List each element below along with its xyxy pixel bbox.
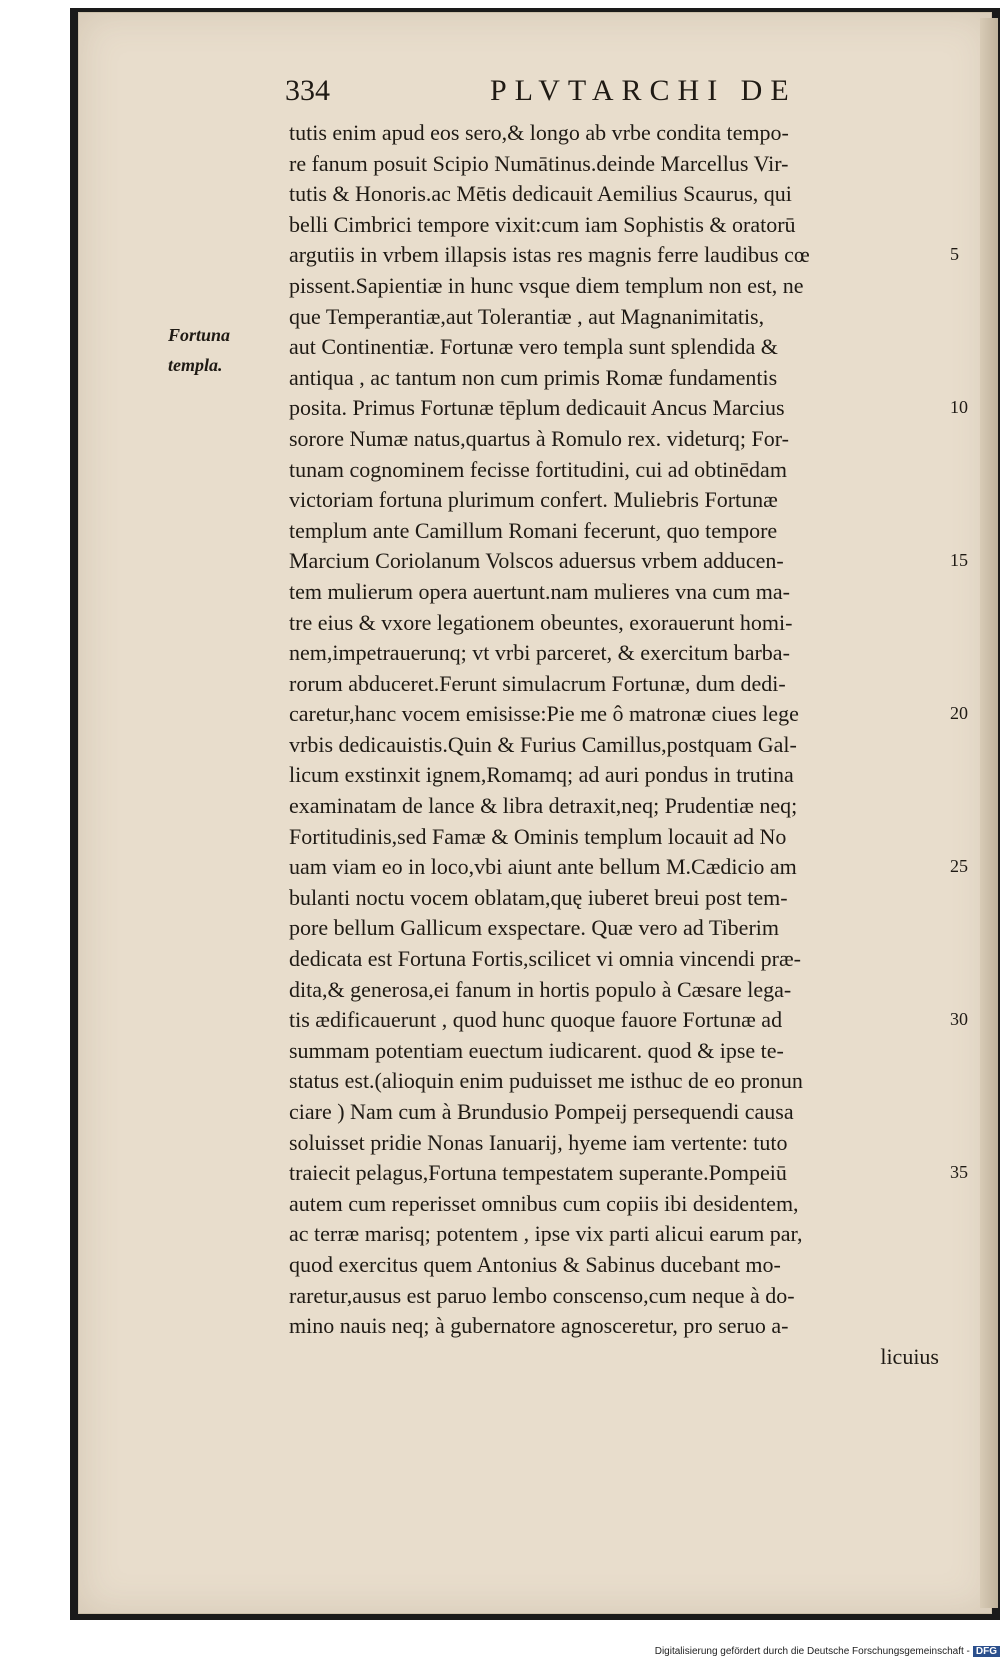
text-line: status est.(alioquin enim puduisset me isthuc de eo pronun bbox=[289, 1068, 803, 1094]
text-line: aut Continentiæ. Fortunæ vero templa sunt splendida & bbox=[289, 334, 778, 360]
text-line: examinatam de lance & libra detraxit,neq; Prudentiæ neq; bbox=[289, 793, 798, 819]
text-line: tem mulierum opera auertunt.nam mulieres vna cum ma- bbox=[289, 578, 790, 604]
body-text bbox=[289, 118, 949, 1372]
text-line: dedicata est Fortuna Fortis,scilicet vi omnia vincendi præ- bbox=[289, 946, 801, 972]
margin-note-line: templa. bbox=[168, 355, 223, 375]
text-line: mino nauis neq; à gubernatore agnosceretur, pro seruo a- bbox=[289, 1313, 789, 1339]
text-line: posita. Primus Fortunæ tēplum dedicauit Ancus Marcius bbox=[289, 395, 785, 421]
text-line: ac terræ marisq; potentem , ipse vix parti alicui earum par, bbox=[289, 1221, 803, 1247]
text-line: bulanti noctu vocem oblatam,quę iuberet breui post tem- bbox=[289, 884, 788, 910]
text-line: soluisset pridie Nonas Ianuarij, hyeme iam vertente: tuto bbox=[289, 1129, 788, 1155]
running-head bbox=[285, 74, 885, 114]
text-line: caretur,hanc vocem emisisse:Pie me ô matronæ ciues lege bbox=[289, 701, 799, 727]
text-line: re fanum posuit Scipio Numātinus.deinde Marcellus Vir- bbox=[289, 150, 789, 176]
text-line: templum ante Camillum Romani fecerunt, quo tempore bbox=[289, 517, 778, 543]
margin-note bbox=[168, 320, 278, 380]
page-edge bbox=[980, 18, 998, 1608]
text-line: quod exercitus quem Antonius & Sabinus ducebant mo- bbox=[289, 1251, 781, 1277]
text-line: rorum abduceret.Ferunt simulacrum Fortunæ, dum dedi- bbox=[289, 670, 786, 696]
text-line: Marcium Coriolanum Volscos aduersus vrbem adducen- bbox=[289, 548, 784, 574]
text-line: tis ædificauerunt , quod hunc quoque fauore Fortunæ ad bbox=[289, 1007, 783, 1033]
line-number: 15 bbox=[950, 550, 968, 571]
footer-credit bbox=[600, 1646, 1000, 1657]
text-line: licum exstinxit ignem,Romamq; ad auri pondus in trutina bbox=[289, 762, 794, 788]
text-line: pore bellum Gallicum exspectare. Quæ vero ad Tiberim bbox=[289, 915, 779, 941]
catchword: licuius bbox=[880, 1343, 939, 1369]
text-line: pissent.Sapientiæ in hunc vsque diem templum non est, ne bbox=[289, 272, 804, 298]
text-line: dita,& generosa,ei fanum in hortis populo à Cæsare lega- bbox=[289, 976, 792, 1002]
text-line: autem cum reperisset omnibus cum copiis ibi desidentem, bbox=[289, 1190, 799, 1216]
text-line: ciare ) Nam cum à Brundusio Pompeij persequendi causa bbox=[289, 1099, 794, 1124]
text-line: argutiis in vrbem illapsis istas res magnis ferre laudibus cœ bbox=[289, 242, 810, 268]
line-number: 20 bbox=[950, 703, 968, 724]
text-line: que Temperantiæ,aut Tolerantiæ , aut Magnanimitatis, bbox=[289, 303, 765, 329]
text-line: nem,impetrauerunq; vt vrbi parceret, & exercitum barba- bbox=[289, 640, 790, 666]
line-number: 5 bbox=[950, 244, 959, 265]
text-line: uam viam eo in loco,vbi aiunt ante bellum M.Cædicio am bbox=[289, 854, 797, 880]
running-title: PLVTARCHI DE bbox=[490, 74, 797, 107]
text-line: tutis enim apud eos sero,& longo ab vrbe condita tempo- bbox=[289, 120, 789, 145]
dfg-logo: DFG bbox=[973, 1646, 1000, 1657]
text-line: summam potentiam euectum iudicarent. quod & ipse te- bbox=[289, 1037, 784, 1063]
text-line: raretur,ausus est paruo lembo conscenso,cum neque à do- bbox=[289, 1282, 795, 1308]
text-line: tunam cognominem fecisse fortitudini, cui ad obtinēdam bbox=[289, 456, 787, 482]
text-line: tutis & Honoris.ac Mētis dedicauit Aemilius Scaurus, qui bbox=[289, 181, 792, 207]
text-line: tre eius & vxore legationem obeuntes, exorauerunt homi- bbox=[289, 609, 793, 635]
footer-credit-text: Digitalisierung gefördert durch die Deutsche Forschungsgemeinschaft - bbox=[654, 1646, 970, 1657]
margin-note-line: Fortuna bbox=[168, 325, 231, 345]
text-line: Fortitudinis,sed Famæ & Ominis templum locauit ad No bbox=[289, 823, 787, 849]
line-number: 25 bbox=[950, 856, 968, 877]
text-line: sorore Numæ natus,quartus à Romulo rex. videturq; For- bbox=[289, 425, 789, 451]
text-line: victoriam fortuna plurimum confert. Muliebris Fortunæ bbox=[289, 487, 778, 513]
text-line: traiecit pelagus,Fortuna tempestatem superante.Pompeiū bbox=[289, 1160, 787, 1186]
page-number: 334 bbox=[285, 74, 330, 107]
line-number: 30 bbox=[950, 1009, 968, 1030]
line-number: 10 bbox=[950, 397, 968, 418]
line-number: 35 bbox=[950, 1162, 968, 1183]
text-line: vrbis dedicauistis.Quin & Furius Camillus,postquam Gal- bbox=[289, 731, 797, 757]
text-line: antiqua , ac tantum non cum primis Romæ fundamentis bbox=[289, 364, 778, 390]
text-line: belli Cimbrici tempore vixit:cum iam Sophistis & oratorū bbox=[289, 211, 796, 237]
